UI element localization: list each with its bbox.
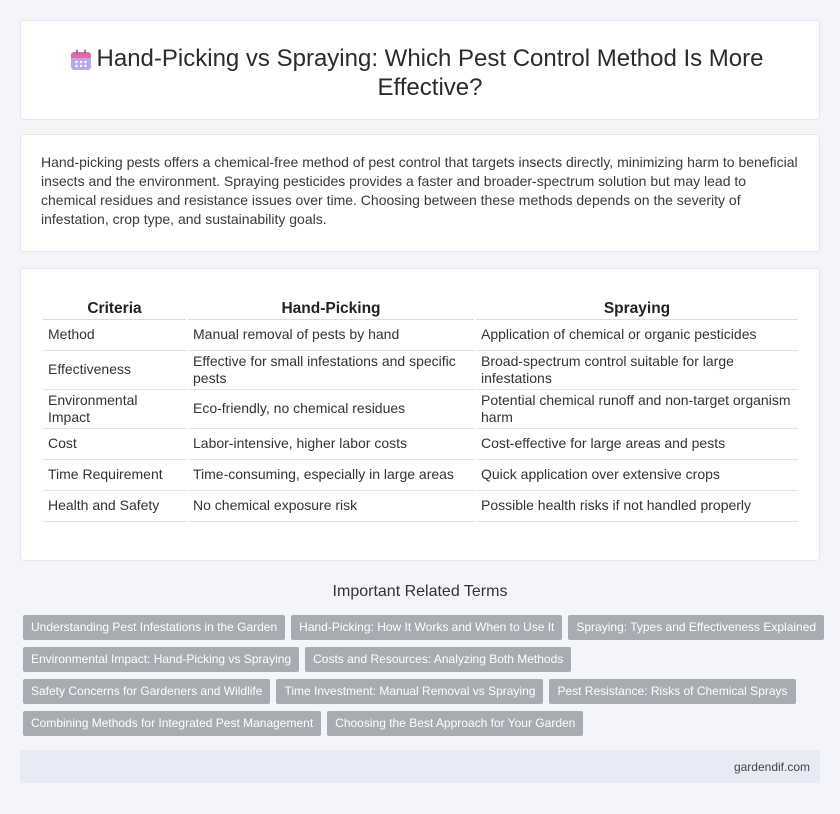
table-row bbox=[43, 459, 798, 490]
page-title: Hand-Picking vs Spraying: Which Pest Control Method Is More Effective? bbox=[96, 45, 764, 101]
related-tag[interactable]: Time Investment: Manual Removal vs Spraying bbox=[276, 679, 543, 704]
cell-hand-picking: Labor-intensive, higher labor costs bbox=[187, 428, 475, 459]
intro-paragraph: Hand-picking pests offers a chemical-free method of pest control that targets insects directly, minimizing harm to beneficial insects and the environment. Spraying pesticides provides a faster and broader-spectrum solution but may lead to chemical residues and resistance issues over time. Choosing between these methods depends on the severity of infestation, crop type, and sustainability goals. bbox=[41, 154, 798, 227]
table-row bbox=[43, 319, 798, 350]
header-hand-picking: Hand-Picking bbox=[187, 296, 475, 319]
cell-spraying: Quick application over extensive crops bbox=[475, 459, 798, 490]
header-spraying: Spraying bbox=[475, 296, 798, 319]
related-terms-title: Important Related Terms bbox=[332, 583, 508, 600]
related-tag[interactable]: Hand-Picking: How It Works and When to Use It bbox=[291, 615, 562, 640]
header-card bbox=[20, 20, 820, 120]
cell-hand-picking: No chemical exposure risk bbox=[187, 490, 475, 521]
related-tag[interactable]: Understanding Pest Infestations in the Garden bbox=[23, 615, 285, 640]
table-row bbox=[43, 350, 798, 389]
related-tag[interactable]: Environmental Impact: Hand-Picking vs Spraying bbox=[23, 647, 299, 672]
cell-criteria: Cost bbox=[43, 428, 187, 459]
cell-criteria: Method bbox=[43, 319, 187, 350]
cell-spraying: Potential chemical runoff and non-target organism harm bbox=[475, 389, 798, 428]
intro-card bbox=[20, 134, 820, 252]
cell-spraying: Possible health risks if not handled properly bbox=[475, 490, 798, 521]
cell-hand-picking: Manual removal of pests by hand bbox=[187, 319, 475, 350]
cell-hand-picking: Effective for small infestations and specific pests bbox=[187, 350, 475, 389]
related-tag[interactable]: Combining Methods for Integrated Pest Management bbox=[23, 711, 321, 736]
comparison-card bbox=[20, 268, 820, 561]
header-criteria: Criteria bbox=[43, 296, 187, 319]
cell-spraying: Cost-effective for large areas and pests bbox=[475, 428, 798, 459]
cell-criteria: Environmental Impact bbox=[43, 389, 187, 428]
related-tag[interactable]: Costs and Resources: Analyzing Both Methods bbox=[305, 647, 571, 672]
comparison-table bbox=[43, 296, 798, 522]
cell-criteria: Effectiveness bbox=[43, 350, 187, 389]
footer bbox=[20, 750, 820, 783]
table-row bbox=[43, 389, 798, 428]
related-terms-tags bbox=[23, 615, 823, 743]
related-tag[interactable]: Choosing the Best Approach for Your Garden bbox=[327, 711, 583, 736]
table-row bbox=[43, 428, 798, 459]
related-tag[interactable]: Safety Concerns for Gardeners and Wildlife bbox=[23, 679, 270, 704]
cell-hand-picking: Eco-friendly, no chemical residues bbox=[187, 389, 475, 428]
table-header-row bbox=[43, 296, 798, 319]
table-row bbox=[43, 490, 798, 521]
cell-criteria: Time Requirement bbox=[43, 459, 187, 490]
related-tag[interactable]: Spraying: Types and Effectiveness Explained bbox=[568, 615, 824, 640]
cell-spraying: Broad-spectrum control suitable for large infestations bbox=[475, 350, 798, 389]
cell-criteria: Health and Safety bbox=[43, 490, 187, 521]
related-tag[interactable]: Pest Resistance: Risks of Chemical Sprays bbox=[549, 679, 795, 704]
cell-hand-picking: Time-consuming, especially in large areas bbox=[187, 459, 475, 490]
cell-spraying: Application of chemical or organic pesticides bbox=[475, 319, 798, 350]
footer-site-link[interactable]: gardendif.com bbox=[733, 760, 810, 774]
